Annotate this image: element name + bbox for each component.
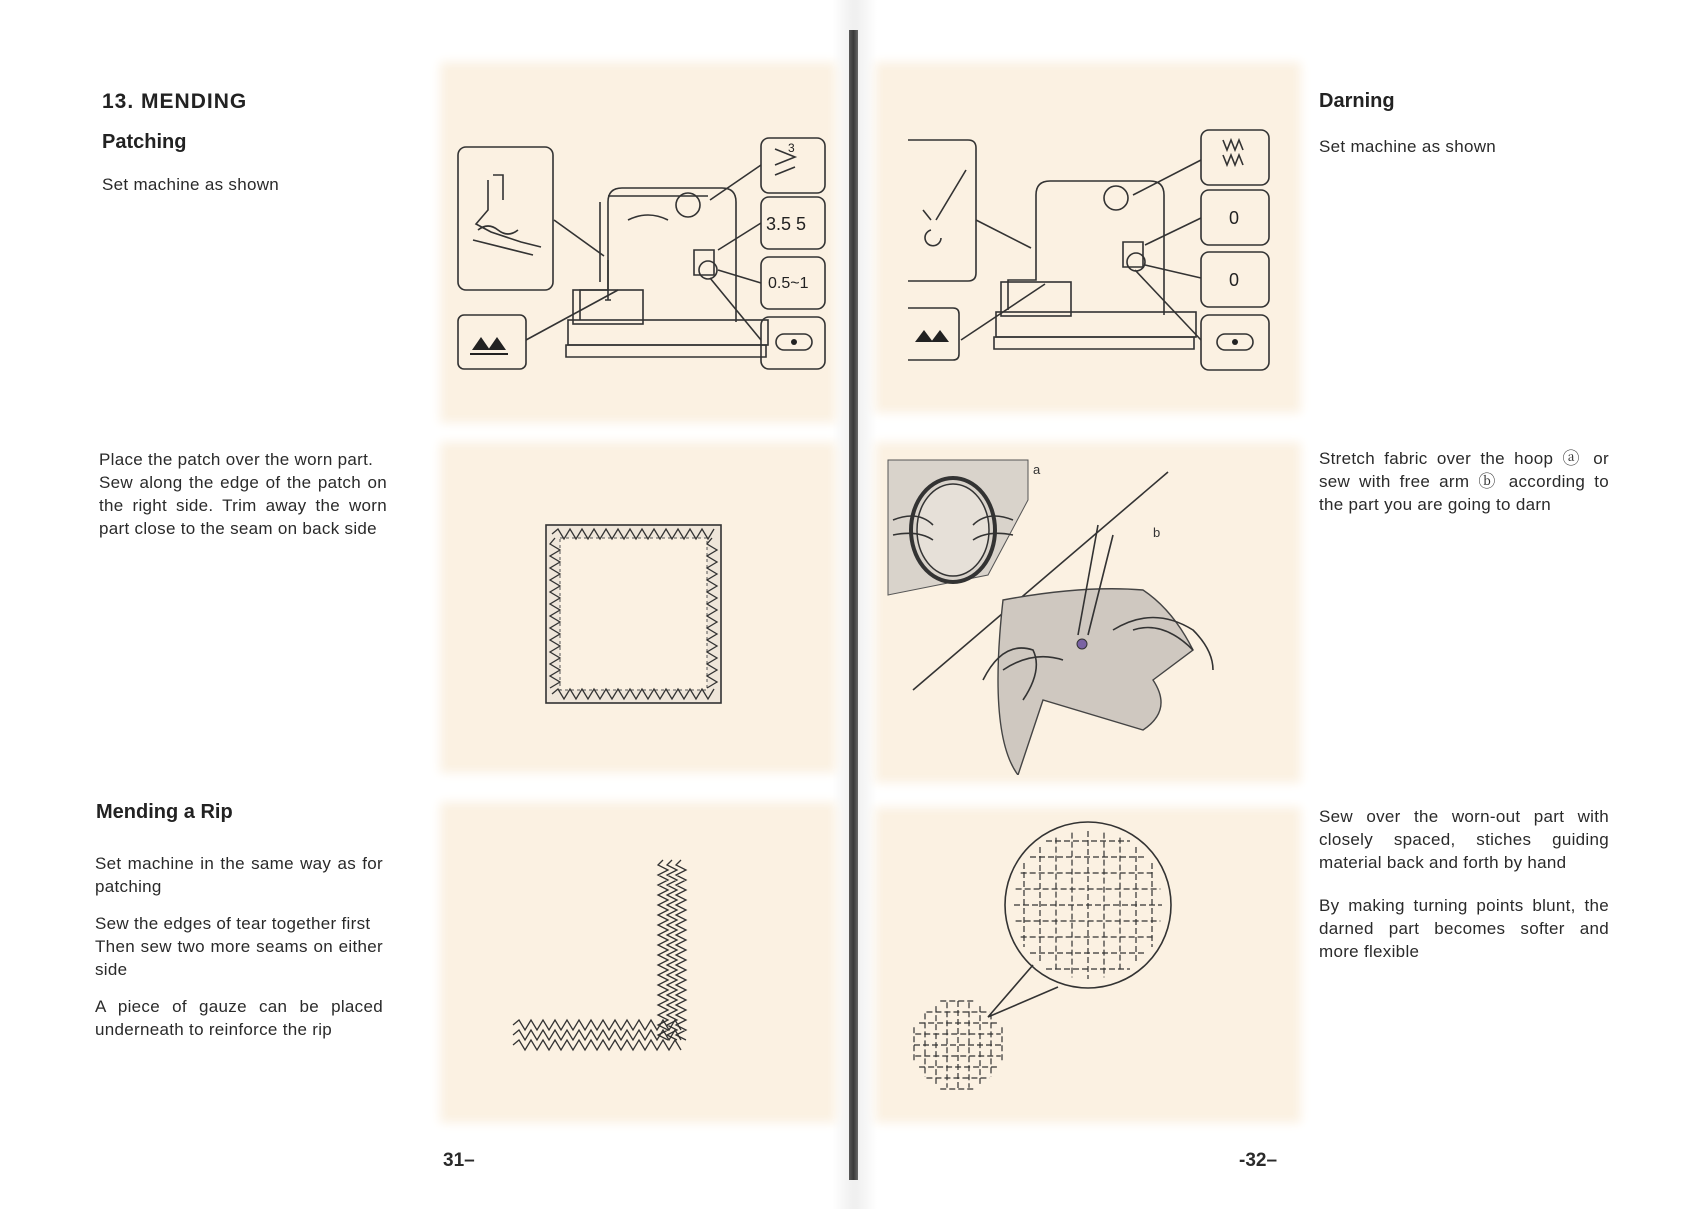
- rip-heading: Mending a Rip: [96, 801, 233, 823]
- rip-para-3: Then sew two more seams on either side: [95, 937, 383, 979]
- label-a: a: [1033, 462, 1041, 477]
- darning-instructions-hoop: [1319, 447, 1609, 530]
- page-31: [0, 0, 842, 1209]
- stitch-width-value: 3.5 5: [766, 214, 807, 234]
- darning-step-2: Sew over the worn-out part with closely spaced, stiches guiding material back and forth by hand: [1319, 807, 1609, 872]
- darning-length-value: 0: [1229, 270, 1240, 290]
- darning-width-value: 0: [1229, 208, 1240, 228]
- feed-dog-drop-inset: [908, 308, 959, 360]
- darning-intro: Set machine as shown: [1319, 137, 1497, 156]
- darning-step-3: By making turning points blunt, the darned part becomes softer and more flexible: [1319, 896, 1609, 961]
- darning-machine-settings-figure: [883, 70, 1293, 405]
- label-b: b: [1153, 525, 1161, 540]
- presser-foot-inset: [458, 147, 553, 290]
- patching-heading: Patching: [102, 131, 187, 153]
- stitch-length-dial: [718, 257, 825, 309]
- darning-heading: Darning: [1319, 90, 1395, 112]
- rip-stitch-figure: [448, 810, 828, 1115]
- rip-instructions: [95, 852, 383, 1055]
- stitch-width-dial: [718, 197, 825, 250]
- feed-dog-inset: [458, 315, 526, 369]
- hoop-free-arm-figure: [883, 450, 1293, 775]
- rip-para-4: A piece of gauze can be placed underneath to reinforce the rip: [95, 997, 383, 1039]
- patch-stitch-figure: [448, 450, 828, 765]
- patching-intro: Set machine as shown: [102, 175, 280, 194]
- stitch-selector-dial: [710, 138, 825, 200]
- patching-step-1: Place the patch over the worn part.: [99, 450, 374, 469]
- patching-instructions: [99, 448, 387, 554]
- darning-step-1: Stretch fabric over the hoop ⓐ or sew with free arm ⓑ according to the part you are going to darn: [1319, 449, 1609, 514]
- patching-step-2: Sew along the edge of the patch on the right side. Trim away the worn part close to the seam on back side: [99, 473, 387, 538]
- patching-machine-settings-figure: [448, 70, 828, 415]
- darning-grid-figure: [883, 815, 1293, 1115]
- page-number-31: 31–: [443, 1150, 475, 1171]
- stitch-selector-value: 3: [788, 141, 795, 155]
- darning-stitch-selector-dial: [1133, 130, 1269, 195]
- darning-foot-inset: [908, 140, 976, 281]
- page-number-32: -32–: [1239, 1150, 1278, 1171]
- sewing-machine-drawing: [526, 188, 768, 357]
- page-32: [843, 0, 1685, 1209]
- darning-buttonhole-dial: [1135, 270, 1269, 370]
- hoop-illustration: [888, 460, 1041, 595]
- darning-sewing-machine-drawing: [961, 181, 1196, 349]
- rip-para-1: Set machine in the same way as for patching: [95, 854, 383, 896]
- darning-instructions-sew: [1319, 805, 1609, 977]
- rip-para-2: Sew the edges of tear together first: [95, 914, 371, 933]
- darning-grid-small: [914, 1001, 1002, 1089]
- rip-zigzag-seams: [513, 860, 686, 1050]
- free-arm-illustration: [983, 525, 1213, 775]
- stitch-length-value: 0.5~1: [768, 275, 809, 292]
- section-title: 13. MENDING: [102, 90, 248, 113]
